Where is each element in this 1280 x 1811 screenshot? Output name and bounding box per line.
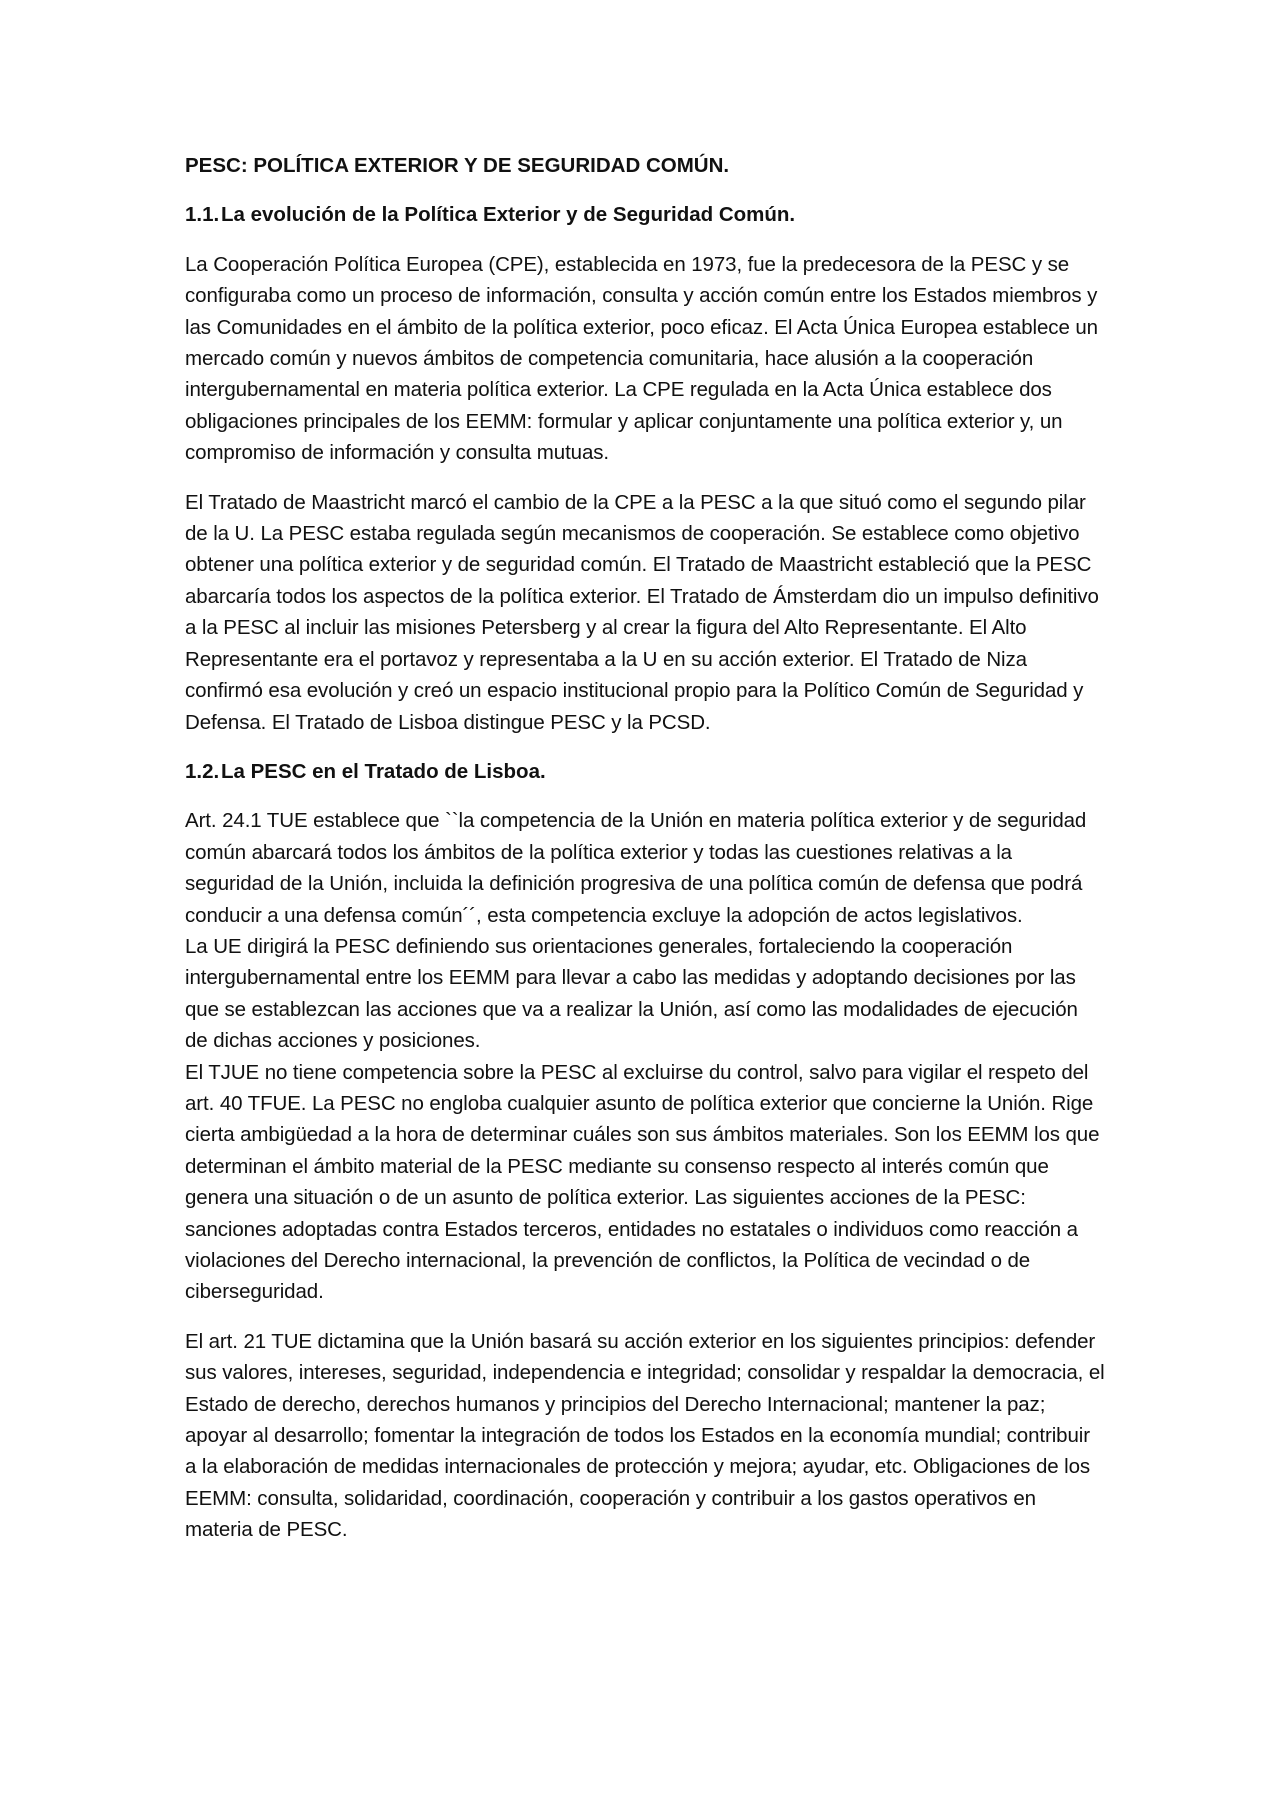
paragraph-block	[185, 805, 1105, 1308]
document-title: PESC: POLÍTICA EXTERIOR Y DE SEGURIDAD COMÚN.	[185, 154, 730, 177]
paragraph: El TJUE no tiene competencia sobre la PESC al excluirse du control, salvo para vigilar el respeto del art. 40 TFUE. La PESC no engloba cualquier asunto de política exterior que concierne la Unión. Rige cierta ambigüedad a la hora de determinar cuáles son sus ámbitos materiales. Son los EEMM los que determinan el ámbito material de la PESC mediante su consenso respecto al interés común que genera una situación o de un asunto de política exterior. Las siguientes acciones de la PESC: sanciones adoptadas contra Estados terceros, entidades no estatales o individuos como reacción a violaciones del Derecho internacional, la prevención de conflictos, la Política de vecindad o de ciberseguridad.	[185, 1060, 1100, 1304]
section-heading-text: La PESC en el Tratado de Lisboa.	[221, 759, 546, 783]
section-heading-1-2	[185, 756, 1105, 787]
paragraph: El Tratado de Maastricht marcó el cambio de la CPE a la PESC a la que situó como el segundo pilar de la U. La PESC estaba regulada según mecanismos de cooperación. Se establece como objetivo obtener una política exterior y de seguridad común. El Tratado de Maastricht estableció que la PESC abarcaría todos los aspectos de la política exterior. El Tratado de Ámsterdam dio un impulso definitivo a la PESC al incluir las misiones Petersberg y al crear la figura del Alto Representante. El Alto Representante era el portavoz y representaba a la U en su acción exterior. El Tratado de Niza confirmó esa evolución y creó un espacio institucional propio para la Político Común de Seguridad y Defensa. El Tratado de Lisboa distingue PESC y la PCSD.	[185, 490, 1099, 734]
document-page	[185, 150, 1105, 1564]
section-heading-1-1	[185, 199, 1105, 230]
section-number: 1.1.	[185, 203, 220, 227]
section-number: 1.2.	[185, 759, 220, 783]
paragraph: La UE dirigirá la PESC definiendo sus orientaciones generales, fortaleciendo la cooperación intergubernamental entre los EEMM para llevar a cabo las medidas y adoptando decisiones por las que se establezcan las acciones que va a realizar la Unión, así como las modalidades de ejecución de dichas acciones y posiciones.	[185, 934, 1078, 1053]
section-heading-text: La evolución de la Política Exterior y de Seguridad Común.	[221, 203, 796, 227]
paragraph: La Cooperación Política Europea (CPE), establecida en 1973, fue la predecesora de la PESC y se configuraba como un proceso de información, consulta y acción común entre los Estados miembros y las Comunidades en el ámbito de la política exterior, poco eficaz. El Acta Única Europea establece un mercado común y nuevos ámbitos de competencia comunitaria, hace alusión a la cooperación intergubernamental en materia política exterior. La CPE regulada en la Acta Única establece dos obligaciones principales de los EEMM: formular y aplicar conjuntamente una política exterior y, un compromiso de información y consulta mutuas.	[185, 252, 1098, 465]
paragraph: El art. 21 TUE dictamina que la Unión basará su acción exterior en los siguientes principios: defender sus valores, intereses, seguridad, independencia e integridad; consolidar y respaldar la democracia, el Estado de derecho, derechos humanos y principios del Derecho Internacional; mantener la paz; apoyar al desarrollo; fomentar la integración de todos los Estados en la economía mundial; contribuir a la elaboración de medidas internacionales de protección y mejora; ayudar, etc. Obligaciones de los EEMM: consulta, solidaridad, coordinación, cooperación y contribuir a los gastos operativos en materia de PESC.	[185, 1329, 1105, 1542]
paragraph: Art. 24.1 TUE establece que ``la competencia de la Unión en materia política exterior y de seguridad común abarcará todos los ámbitos de la política exterior y todas las cuestiones relativas a la seguridad de la Unión, incluida la definición progresiva de una política común de defensa que podrá conducir a una defensa común´´, esta competencia excluye la adopción de actos legislativos.	[185, 809, 1087, 927]
